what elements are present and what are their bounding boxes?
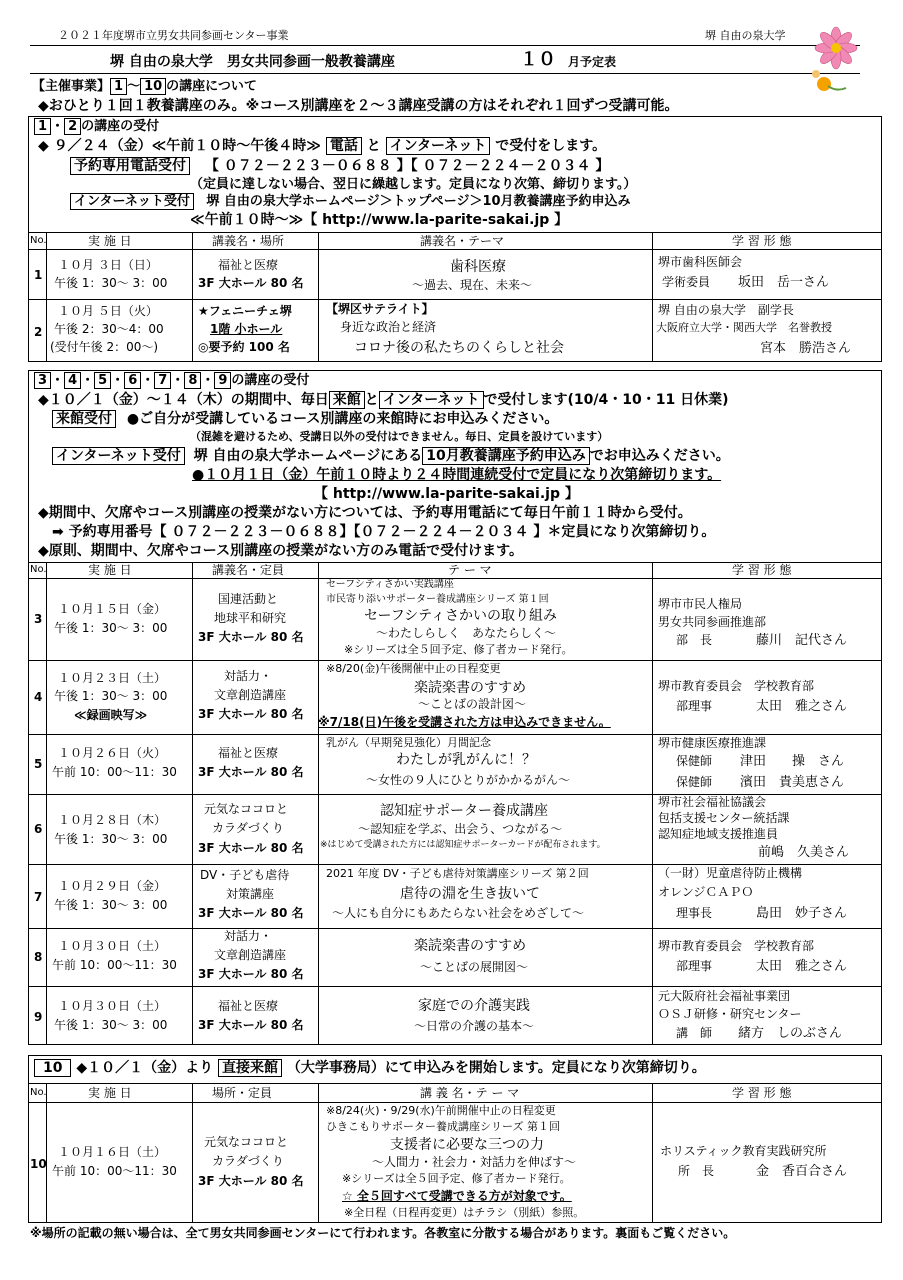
sec2-num: 8 (184, 372, 201, 389)
row-date: １０月３０日（土） (58, 999, 167, 1013)
row-hall: 1階 小ホール (210, 322, 283, 336)
sec1-phone-numbers: 【 ０７２－２２３－０６８８ 】【 ０７２－２２４－２０３４ 】 (204, 158, 610, 174)
row-org: （一財）児童虐待防止機構 (658, 866, 803, 880)
intro-range-end: 10 (140, 78, 166, 95)
row-org2: 包括支援センター統括課 (658, 811, 790, 825)
row-capacity: 3F 大ホール 80 名 (198, 1018, 304, 1032)
sec2-rule: ◆原則、期間中、欠席やコース別講座の授業がない方のみ電話で受付けます。 (38, 543, 523, 559)
row-theme: 支援者に必要な三つの力 (390, 1137, 544, 1153)
row-capacity: 3F 大ホール 80 名 (198, 276, 304, 290)
row-sub: ～ことばの展開図～ (420, 960, 529, 974)
sec1-line1: ◆ ９／２４（金）≪午前１０時～午後４時≫ (38, 138, 321, 154)
table-row-no: 9 (34, 1010, 43, 1024)
row-place: ★フェニーチェ堺 (198, 304, 292, 318)
row-place: 対話力・ (224, 929, 273, 943)
row-role: 大阪府立大学・関西大学 名誉教授 (656, 321, 832, 334)
row-note3: ※はじめて受講された方には認知症サポーターカードが配布されます。 (320, 840, 606, 850)
row-person: 藤川 記代さん (756, 633, 848, 648)
row-role: 講 師 (676, 1026, 713, 1040)
row-org: 堺市歯科医師会 (658, 255, 743, 269)
row-capacity: 3F 大ホール 80 名 (198, 841, 304, 855)
sec2-line1: ◆１０／１（金）～１４（木）の期間中、毎日 (38, 392, 329, 408)
sec3-col-theme: 講 義 名・テ ー マ (420, 1086, 520, 1100)
sec2-phone-numbers: ➡ 予約専用番号【 ０７２－２２３－０６８８】【０７２－２２４－２０３４ 】＊定員になり次第締切り。 (52, 524, 716, 540)
row-note5: ※全日程（日程再変更）はチラシ（別紙）参照。 (344, 1206, 585, 1219)
sec3-col-no: No. (30, 1087, 47, 1098)
row-date: １０月２３日（土） (58, 671, 167, 685)
row-org: 堺市健康医療推進課 (658, 736, 767, 750)
sec1-col-no: No. (30, 235, 47, 246)
row-role: 部理事 (676, 959, 713, 973)
sec1-num-2: 2 (64, 118, 81, 135)
row-place2: カラダづくり (212, 821, 284, 835)
sec2-net-text: 堺 自由の泉大学ホームページにある (193, 448, 423, 464)
sec2-col-theme: テ ー マ (448, 563, 492, 577)
row-time: 午前 10：00～11：30 (52, 1164, 177, 1178)
sec2-net-label: インターネット (379, 391, 484, 409)
row-time: 午前 10：00～11：30 (52, 958, 177, 972)
footer-note: ※場所の記載の無い場合は、全て男女共同参画センターにて行われます。各教室に分散する場合があります。裏面もご覧ください。 (30, 1226, 736, 1240)
row-person: 金 香百合さん (756, 1164, 848, 1179)
sec2-num: 4 (64, 372, 81, 389)
table-row-no: 6 (34, 822, 43, 836)
intro-tilde: ～ (127, 79, 141, 94)
row-place2: 文章創造講座 (214, 948, 287, 962)
row-note: 乳がん（早期発見強化）月間記念 (326, 736, 491, 749)
row-place: 元気なココロと (204, 1135, 289, 1149)
sec1-to: と (366, 138, 381, 154)
row-role: 保健師 (676, 754, 713, 768)
row-place: 元気なココロと (204, 802, 289, 816)
sec2-and: と (364, 392, 379, 408)
sec2-num: 7 (154, 372, 171, 389)
sec3-col-form: 学 習 形 態 (732, 1086, 792, 1100)
row-date: １０月３０日（土） (58, 939, 167, 953)
sec2-col-form: 学 習 形 態 (732, 563, 792, 577)
sec3-note: （大学事務局）にて申込みを開始します。定員になり次第締切り。 (286, 1060, 706, 1076)
intro-range-start: 1 (110, 78, 127, 95)
table-row-no: 4 (34, 690, 43, 704)
row-note: セーフシティさかい実践講座 (326, 579, 454, 590)
row-capacity: 3F 大ホール 80 名 (198, 765, 304, 779)
row-time: 午後 1：30～ 3：00 (54, 276, 168, 290)
row-capacity: 3F 大ホール 80 名 (198, 967, 304, 981)
row-sub: ～過去、現在、未来～ (412, 278, 533, 292)
row-role: 理事長 (676, 906, 713, 920)
row-date: １０月２６日（火） (58, 746, 167, 760)
row-person: 緒方 しのぶさん (738, 1026, 843, 1041)
row-org: ホリスティック教育実践研究所 (660, 1144, 827, 1158)
table-row-no: 2 (34, 325, 43, 339)
row-org3: 認知症地域支援推進員 (658, 827, 779, 841)
row-person: 太田 雅之さん (756, 959, 848, 974)
sec2-visit-label: 来館 (329, 391, 365, 409)
sec2-net-form: 10月教養講座予約申込み (422, 447, 589, 465)
row-capacity: 3F 大ホール 80 名 (198, 906, 304, 920)
row-theme: 認知症サポーター養成講座 (380, 803, 548, 819)
row-theme: 身近な政治と経済 (340, 320, 437, 334)
row-date: １０月１６日（土） (58, 1145, 167, 1159)
sec2-net-box: インターネット受付 (52, 447, 185, 465)
row-place2: カラダづくり (212, 1154, 284, 1168)
row-date: １０月 ３日（日） (58, 258, 158, 272)
row-org: 元大阪府社会福祉事業団 (658, 989, 791, 1003)
row-date: １０月１５日（金） (58, 602, 167, 616)
row-time: 午後 2：30～4：00 (54, 322, 164, 336)
row-time: 午前 10：00～11：30 (52, 765, 177, 779)
row-theme: セーフシティさかいの取り組み (364, 608, 558, 624)
sec1-net-box: インターネット受付 (70, 193, 194, 210)
sec2-num: 5 (94, 372, 111, 389)
row-note4: ☆ 全５回すべて受講できる方が対象です。 (342, 1189, 572, 1203)
sec2-net-end: でお申込みください。 (589, 448, 730, 464)
sec2-title: の講座の受付 (231, 373, 310, 388)
row-person: 太田 雅之さん (756, 699, 848, 714)
row-place: 福祉と医療 (218, 999, 279, 1013)
sec2-num: 3 (34, 372, 51, 389)
table-row-no: 10 (30, 1157, 47, 1171)
intro-label: 【主催事業】 (32, 79, 111, 94)
row-extra: ≪録画映写≫ (74, 708, 148, 722)
row-sub: ～人間力・社会力・対話力を伸ばす～ (372, 1155, 577, 1169)
sec3-date: ◆１０／１（金）より (76, 1060, 214, 1076)
row-org: 堺 自由の泉大学 副学長 (658, 303, 794, 317)
sec1-note: （定員に達しない場合、翌日に繰越します。定員になり次第、締切ります。） (190, 177, 637, 192)
row-time: 午後 1：30～ 3：00 (54, 1018, 168, 1032)
row-org2: オレンジＣＡＰＯ (658, 885, 754, 899)
row-place2: 地球平和研究 (214, 611, 287, 625)
sec1-tel-label: 電話 (326, 137, 362, 155)
sec2-url[interactable]: 【 http://www.la-parite-sakai.jp 】 (314, 486, 579, 502)
header-university: 堺 自由の泉大学 (705, 29, 786, 42)
row-place: 福祉と医療 (218, 258, 279, 272)
row-place2: 対策講座 (226, 887, 275, 901)
intro-rest: の講座について (166, 79, 257, 94)
sec1-col-date: 実 施 日 (88, 234, 132, 248)
sec1-net-path: 堺 自由の泉大学ホームページ＞トップページ＞10月教養講座予約申込み (206, 194, 631, 209)
row-time: 午後 1：30～ 3：00 (54, 898, 168, 912)
row-note: ※8/20(金)午後開催中止の日程変更 (326, 662, 501, 675)
row-place: 対話力・ (224, 669, 273, 683)
row-theme: 家庭での介護実践 (418, 998, 530, 1014)
sec1-col-place: 講義名・場所 (212, 234, 285, 248)
table-row-no: 1 (34, 268, 43, 282)
sec2-col-place: 講義名・定員 (212, 563, 285, 577)
sec2-col-no: No. (30, 564, 47, 575)
row-capacity: ◎要予約 100 名 (198, 340, 290, 354)
row-theme: 虐待の淵を生き抜いて (400, 886, 540, 902)
row-place2: 文章創造講座 (214, 688, 287, 702)
row-note2: ひきこもりサポーター養成講座シリーズ 第１回 (326, 1120, 560, 1133)
page-month-suffix: 月予定表 (568, 55, 617, 69)
row-sub: ～わたしらしく あなたらしく～ (376, 626, 557, 640)
sec1-line1-end: で受付をします。 (495, 138, 607, 154)
intro-note: ◆おひとり１回１教養講座のみ。※コース別講座を２～３講座受講の方はそれぞれ１回ずつ受講可能。 (38, 98, 679, 114)
row-theme: わたしが乳がんに！？ (396, 752, 536, 768)
sec2-note: （混雑を避けるため、受講日以外の受付はできません。毎日、定員を設けています） (190, 430, 609, 443)
sec2-num: 6 (124, 372, 141, 389)
sec2-line1-end: で受付します(10/4・10・11 日休業) (483, 392, 729, 408)
row-capacity: 3F 大ホール 80 名 (198, 630, 304, 644)
sec3-visit-box: 直接来館 (218, 1059, 282, 1077)
row-time: 午後 1：30～ 3：00 (54, 832, 168, 846)
row-org2: ＯＳＪ研修・研究センター (658, 1007, 802, 1021)
row-date: １０月２８日（木） (58, 813, 167, 827)
row-date: １０月 ５日（火） (58, 304, 158, 318)
row-time: 午後 1：30～ 3：00 (54, 621, 168, 635)
sec2-visit-note: ●ご自分が受講しているコース別講座の来館時にお申込みください。 (126, 411, 559, 427)
row-place: 国連活動と (218, 592, 279, 606)
row-org: 堺市教育委員会 学校教育部 (658, 679, 815, 693)
row-note2: 市民寄り添いサポーター養成講座シリーズ 第１回 (326, 594, 549, 605)
row-theme-tag: 【堺区サテライト】 (326, 302, 434, 316)
row-org: 堺市教育委員会 学校教育部 (658, 939, 815, 953)
row-note3: ※7/18(日)午後を受講された方は申込みできません。 (318, 715, 611, 729)
header-org: ２０２１年度堺市立男女共同参画センター事業 (58, 29, 289, 42)
row-person: 津田 操 さん (740, 754, 845, 769)
sec1-phone-box: 予約専用電話受付 (70, 157, 190, 175)
row-sub: ～認知症を学ぶ、出会う、つながる～ (358, 822, 563, 836)
sec1-dot: ・ (51, 119, 65, 134)
sec1-url[interactable]: ≪午前１０時～≫【 http://www.la-parite-sakai.jp 】 (190, 212, 569, 228)
row-person: 坂田 岳一さん (738, 275, 830, 290)
row-role: 部理事 (676, 699, 713, 713)
page-month: １０ (520, 49, 556, 70)
table-row-no: 3 (34, 612, 43, 626)
page-title: 堺 自由の泉大学 男女共同参画一般教養講座 (110, 54, 395, 70)
table-row-no: 7 (34, 890, 43, 904)
row-org2: 男女共同参画推進部 (658, 615, 767, 629)
sec2-num: 9 (214, 372, 231, 389)
row-sub: ～女性の９人にひとりがかかるがん～ (366, 773, 571, 787)
row-role: 所 長 (678, 1164, 715, 1178)
row-org: 堺市社会福祉協議会 (658, 795, 767, 809)
sec1-num-1: 1 (34, 118, 51, 135)
sec3-col-place: 場所・定員 (212, 1086, 273, 1100)
row-sub: ～ことばの設計図～ (418, 697, 527, 711)
sec2-deadline: ●１０月１日（金）午前１０時より２４時間連続受付で定員になり次第締切ります。 (192, 467, 722, 483)
row-theme: 楽読楽書のすすめ (414, 938, 527, 954)
row-note3: ※シリーズは全５回予定、修了者カード発行。 (342, 1172, 571, 1185)
sec3-num: 10 (34, 1059, 71, 1077)
row-sub: コロナ後の私たちのくらしと社会 (354, 340, 564, 356)
row-role: 部 長 (676, 633, 713, 647)
row-time: 午後 1：30～ 3：00 (54, 689, 168, 703)
row-time-reception: (受付午後 2：00～) (50, 340, 159, 354)
row-sub: ～人にも自分にもあたらない社会をめざして～ (332, 906, 585, 920)
row-role: 学術委員 (662, 275, 711, 289)
sec2-phone-note: ◆期間中、欠席やコース別講座の授業がない方については、予約専用電話にて毎日午前１１時から受付。 (38, 505, 692, 521)
row-note: ※8/24(火)・9/29(水)午前開催中止の日程変更 (326, 1104, 556, 1117)
sec1-col-form: 学 習 形 態 (732, 234, 792, 248)
row-note: 2021 年度 DV・子ども虐待対策講座シリーズ 第２回 (326, 867, 589, 880)
flower-icon (806, 26, 866, 96)
row-sub: ～日常の介護の基本～ (414, 1019, 535, 1033)
row-place: 福祉と医療 (218, 746, 279, 760)
row-capacity: 3F 大ホール 80 名 (198, 1174, 304, 1188)
row-org: 堺市市民人権局 (658, 597, 743, 611)
table-row-no: 5 (34, 757, 43, 771)
row-theme: 楽読楽書のすすめ (414, 680, 527, 696)
row-role2: 保健師 (676, 775, 713, 789)
row-capacity: 3F 大ホール 80 名 (198, 707, 304, 721)
sec2-heading: 3 ・ 4 ・ 5 ・ 6 ・ 7 ・ 8 ・ 9 の講座の受付 (34, 374, 309, 389)
sec1-net-label: インターネット (386, 137, 491, 155)
sec1-col-theme: 講義名・テーマ (420, 234, 505, 248)
row-date: １０月２９日（金） (58, 879, 167, 893)
row-person: 前嶋 久美さん (758, 845, 850, 860)
table-row-no: 8 (34, 950, 43, 964)
row-place: DV・子ども虐待 (200, 868, 290, 882)
sec2-col-date: 実 施 日 (88, 563, 132, 577)
row-note3: ※シリーズは全５回予定、修了者カード発行。 (344, 643, 573, 656)
row-person: 島田 妙子さん (756, 906, 848, 921)
sec1-title: の講座の受付 (81, 119, 160, 134)
row-theme: 歯科医療 (450, 259, 506, 275)
sec2-visit-box: 来館受付 (52, 410, 116, 428)
sec3-col-date: 実 施 日 (88, 1086, 132, 1100)
row-person2: 濱田 貴美恵さん (740, 775, 845, 790)
row-person: 宮本 勝浩さん (760, 341, 852, 356)
